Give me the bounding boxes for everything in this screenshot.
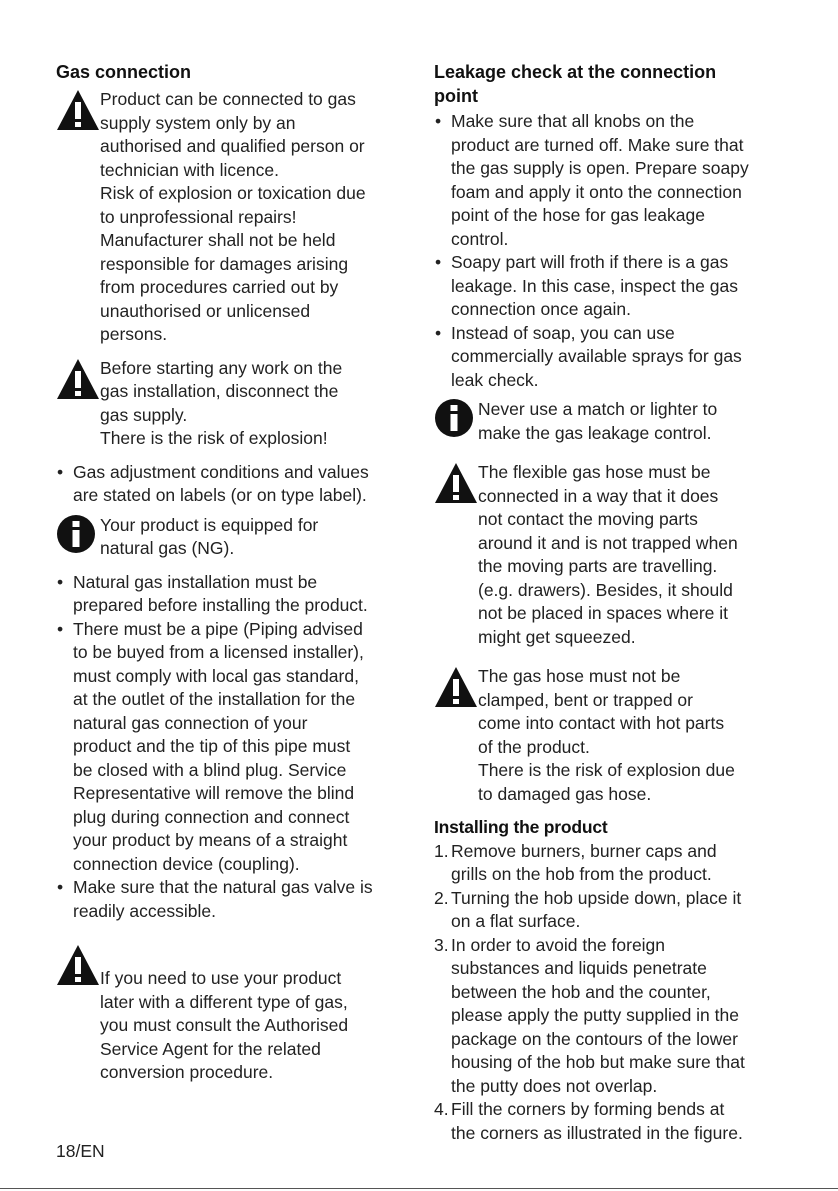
text-line: Instead of soap, you can use <box>451 322 675 343</box>
info-circle-icon <box>434 398 478 446</box>
text-line: not be placed in spaces where it <box>478 603 729 623</box>
text-line: to be buyed from a licensed installer), <box>73 642 364 662</box>
text-line: to damaged gas hose. <box>478 783 652 804</box>
text-line: package on the contours of the lower <box>451 1028 738 1049</box>
text-line: point of the hose for gas leakage <box>451 205 705 225</box>
text-line: Your product is equipped for <box>100 514 319 535</box>
list-item: • There must be a pipe (Piping advised to be buyed from a licensed installer), must comply with local gas standard, at the outlet of the installation for the natural gas connection of your product and the tip of this pipe must be closed with a blind plug. Service Representative will remove the blind plug during connection and connect your product by means of a straight connection device (coupling). <box>57 618 364 874</box>
warning-triangle-icon <box>434 461 478 509</box>
warning-triangle-icon <box>56 357 100 405</box>
warning-block-hose-clamped <box>434 665 789 806</box>
text-line: prepared before installing the product. <box>73 595 368 615</box>
left-column <box>56 60 406 1095</box>
warning-text <box>100 88 406 347</box>
text-line: Make sure that all knobs on the <box>451 111 695 131</box>
warning-text <box>100 357 406 451</box>
info-circle-icon <box>56 514 100 562</box>
text-line: make the gas leakage control. <box>478 422 712 443</box>
text-line: you must consult the Authorised <box>100 1015 349 1035</box>
step-item: 2. Turning the hob upside down, place it on a flat surface. <box>434 887 742 931</box>
text-line: be closed with a blind plug. Service <box>73 759 347 780</box>
text-line: leak check. <box>451 369 539 390</box>
text-line: Risk of explosion or toxication due <box>100 183 366 203</box>
text-line: later with a different type of gas, <box>100 991 348 1012</box>
text-line: technician with licence. <box>100 159 279 180</box>
text-line: product are turned off. Make sure that <box>451 134 744 155</box>
info-text <box>100 514 406 561</box>
text-line: your product by means of a straight <box>73 830 348 850</box>
section-heading-leakage-check <box>434 60 789 108</box>
text-line: Turning the hob upside down, place it <box>451 887 742 908</box>
text-line: Gas adjustment conditions and values <box>73 461 369 482</box>
text-line: the corners as illustrated in the figure. <box>451 1122 743 1143</box>
text-line: control. <box>451 228 509 249</box>
text-line: Representative will remove the blind <box>73 783 355 803</box>
right-column <box>434 60 789 1145</box>
text-line: might get squeezed. <box>478 626 636 647</box>
text-line: plug during connection and connect <box>73 806 350 827</box>
text-line: the gas supply is open. Prepare soapy <box>451 158 749 178</box>
page-bottom-rule <box>0 1188 838 1189</box>
info-text <box>478 398 789 445</box>
step-item: 1. Remove burners, burner caps and grills on the hob from the product. <box>434 840 717 884</box>
text-line: Natural gas installation must be <box>73 571 318 592</box>
text-line: connected in a way that it does <box>478 485 719 506</box>
text-line: please apply the putty supplied in the <box>451 1005 739 1025</box>
text-line: unauthorised or unlicensed <box>100 300 311 321</box>
text-line: substances and liquids penetrate <box>451 958 707 978</box>
text-line: the putty does not overlap. <box>451 1075 658 1096</box>
warning-triangle-icon <box>56 88 100 136</box>
warning-block-flexible-hose <box>434 461 789 649</box>
text-line: In order to avoid the foreign <box>451 934 666 955</box>
subheading-installing-product: Installing the product <box>434 817 608 837</box>
warning-triangle-icon <box>434 665 478 713</box>
text-line: If you need to use your product <box>100 968 342 988</box>
text-line: from procedures carried out by <box>100 277 339 297</box>
warning-text <box>478 665 789 806</box>
heading-line: point <box>434 86 478 106</box>
text-line: natural gas connection of your <box>73 712 308 733</box>
text-line: gas supply. <box>100 404 188 425</box>
text-line: Never use a match or lighter to <box>478 399 718 419</box>
text-line: conversion procedure. <box>100 1062 274 1082</box>
text-line: Make sure that the natural gas valve is <box>73 877 373 897</box>
section-heading-gas-connection: Gas connection <box>56 62 192 82</box>
text-line: at the outlet of the installation for the <box>73 689 356 709</box>
text-line: The gas hose must not be <box>478 666 681 686</box>
text-line: around it and is not trapped when <box>478 532 738 553</box>
list-item: • Instead of soap, you can use commercially available sprays for gas leak check. <box>435 322 742 390</box>
warning-text <box>100 967 406 1085</box>
text-line: leakage. In this case, inspect the gas <box>451 275 738 296</box>
bullet-list-adjustment <box>56 461 406 508</box>
warning-block-disconnect-supply <box>56 357 406 451</box>
text-line: Before starting any work on the <box>100 357 343 378</box>
text-line: The flexible gas hose must be <box>478 462 711 482</box>
heading-line: Leakage check at the connection <box>434 62 717 82</box>
page-number: 18/EN <box>56 1141 105 1161</box>
text-line: (e.g. drawers). Besides, it should <box>478 579 733 600</box>
text-line: product and the tip of this pipe must <box>73 736 351 756</box>
step-item: 3. In order to avoid the foreign substances and liquids penetrate between the hob and the counter, please apply the putty supplied in the package on the contours of the lower housing of the hob but make sure that the putty does not overlap. <box>434 934 745 1096</box>
bullet-list-leakage <box>434 110 789 392</box>
text-line: Soapy part will froth if there is a gas <box>451 252 729 272</box>
text-line: readily accessible. <box>73 900 216 921</box>
info-block-no-match <box>434 398 789 445</box>
text-line: Manufacturer shall not be held <box>100 230 336 250</box>
text-line: Remove burners, burner caps and <box>451 840 717 861</box>
list-item: • Gas adjustment conditions and values are stated on labels (or on type label). <box>57 461 369 505</box>
text-line: There must be a pipe (Piping advised <box>73 618 363 639</box>
text-line: the moving parts are travelling. <box>478 556 718 576</box>
text-line: natural gas (NG). <box>100 538 235 558</box>
text-line: Product can be connected to gas <box>100 89 356 109</box>
info-block-natural-gas <box>56 514 406 561</box>
warning-text <box>478 461 789 649</box>
warning-block-authorised-connection <box>56 88 406 347</box>
text-line: There is the risk of explosion due <box>478 760 735 780</box>
list-item: • Soapy part will froth if there is a gas leakage. In this case, inspect the gas connection once again. <box>435 252 738 319</box>
text-line: on a flat surface. <box>451 911 581 931</box>
text-line: Fill the corners by forming bends at <box>451 1099 725 1119</box>
text-line: clamped, bent or trapped or <box>478 689 693 710</box>
warning-triangle-icon <box>56 943 100 991</box>
steps-list <box>434 840 789 1146</box>
text-line: to unprofessional repairs! <box>100 206 297 227</box>
list-item: • Natural gas installation must be prepared before installing the product. <box>57 571 368 615</box>
text-line: of the product. <box>478 736 590 757</box>
text-line: authorised and qualified person or <box>100 136 365 156</box>
list-item: • Make sure that the natural gas valve is readily accessible. <box>57 877 373 921</box>
text-line: gas installation, disconnect the <box>100 381 339 401</box>
list-item: • Make sure that all knobs on the product are turned off. Make sure that the gas supply is open. Prepare soapy foam and apply it onto the connection point of the hose for gas leakage control. <box>435 111 749 249</box>
text-line: Service Agent for the related <box>100 1038 321 1059</box>
text-line: supply system only by an <box>100 112 296 133</box>
step-item: 4. Fill the corners by forming bends at the corners as illustrated in the figure. <box>434 1099 743 1143</box>
text-line: connection device (coupling). <box>73 853 300 874</box>
text-line: responsible for damages arising <box>100 253 349 274</box>
text-line: connection once again. <box>451 299 631 319</box>
text-line: grills on the hob from the product. <box>451 864 712 884</box>
text-line: between the hob and the counter, <box>451 981 711 1002</box>
text-line: There is the risk of explosion! <box>100 428 328 448</box>
text-line: housing of the hob but make sure that <box>451 1052 745 1072</box>
text-line: not contact the moving parts <box>478 509 698 529</box>
text-line: commercially available sprays for gas <box>451 346 742 366</box>
text-line: persons. <box>100 324 168 344</box>
bullet-list-installation <box>56 571 406 924</box>
text-line: are stated on labels (or on type label). <box>73 485 367 505</box>
warning-block-different-gas <box>56 943 406 1085</box>
text-line: come into contact with hot parts <box>478 713 725 733</box>
text-line: must comply with local gas standard, <box>73 665 359 686</box>
text-line: foam and apply it onto the connection <box>451 181 742 202</box>
